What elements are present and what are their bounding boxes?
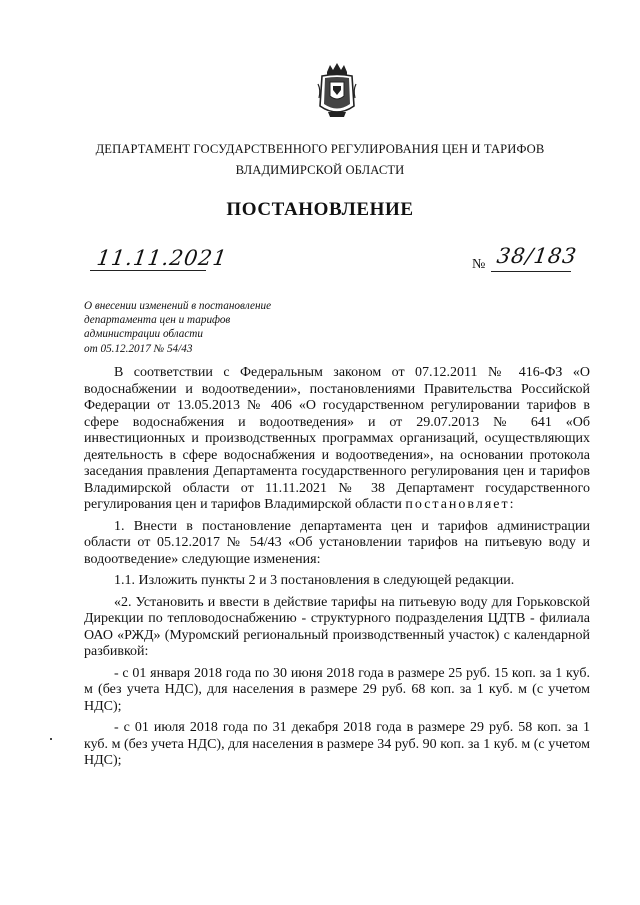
document-title: ПОСТАНОВЛЕНИЕ bbox=[226, 199, 414, 220]
clause-1-1-paragraph: 1.1. Изложить пункты 2 и 3 постановления в следующей редакции. bbox=[114, 573, 515, 588]
preamble-text: В соответствии с Федеральным законом от 07.12.2011 № 416-ФЗ «О водоснабжении и водоотведении», постановлениями Правительства Российской Федерации от 13.05.2013 № 406 «О государственном регулировании тарифов в сфере водоснабжения и водоотведения» и от 29.07.2013 № 641 «Об инвестиционных и производственных программах организаций, осуществляющих деятельность в сфере водоснабжения и водоотведения», на основании протокола заседания правления Департамента государственного регулирования цен и тарифов Владимирской области от 11.11.2021 № 38 Департамент государственного регулирования цен и тарифов Владимирской области bbox=[84, 365, 590, 512]
number-underline bbox=[491, 271, 571, 272]
subject-line: департамента цен и тарифов bbox=[84, 314, 231, 327]
number-label: № bbox=[472, 257, 486, 272]
department-name-line2: ВЛАДИМИРСКОЙ ОБЛАСТИ bbox=[235, 163, 405, 177]
resolves-word: постановляет: bbox=[405, 497, 516, 512]
margin-mark bbox=[50, 738, 52, 740]
subject-line: от 05.12.2017 № 54/43 bbox=[84, 342, 193, 355]
clause-2-paragraph: «2. Установить и ввести в действие тарифы на питьевую воду для Горьковской Дирекции по тепловодоснабжению - структурного подразделения ЦДТВ - филиала ОАО «РЖД» (Муромский региональный производственный участок) с календарной разбивкой: bbox=[84, 594, 590, 659]
coat-of-arms-icon bbox=[316, 62, 358, 120]
document-number: 38/183 bbox=[495, 244, 579, 268]
tariff-period-1-paragraph: - с 01 января 2018 года по 30 июня 2018 года в размере 25 руб. 15 коп. за 1 куб. м (без учета НДС), для населения в размере 29 руб. 68 коп. за 1 куб. м (с учетом НДС); bbox=[84, 665, 590, 714]
clause-1-paragraph: 1. Внести в постановление департамента цен и тарифов администрации области от 05.12.2017 № 54/43 «Об установлении тарифов на питьевую воду и водоотведение» следующие изменения: bbox=[84, 518, 590, 567]
date-underline bbox=[90, 270, 206, 271]
document-body bbox=[84, 365, 590, 775]
tariff-period-2-paragraph: - с 01 июля 2018 года по 31 декабря 2018 года в размере 29 руб. 58 коп. за 1 куб. м (без учета НДС), для населения в размере 34 руб. 90 коп. за 1 куб. м (с учетом НДС); bbox=[84, 720, 590, 768]
subject-line: администрации области bbox=[84, 328, 203, 341]
subject-line: О внесении изменений в постановление bbox=[84, 300, 272, 312]
preamble-paragraph bbox=[84, 365, 590, 514]
department-name-line1: ДЕПАРТАМЕНТ ГОСУДАРСТВЕННОГО РЕГУЛИРОВАНИЯ ЦЕН И ТАРИФОВ bbox=[95, 142, 545, 156]
document-date: 11.11.2021 bbox=[95, 246, 229, 270]
document-subject bbox=[84, 299, 344, 356]
